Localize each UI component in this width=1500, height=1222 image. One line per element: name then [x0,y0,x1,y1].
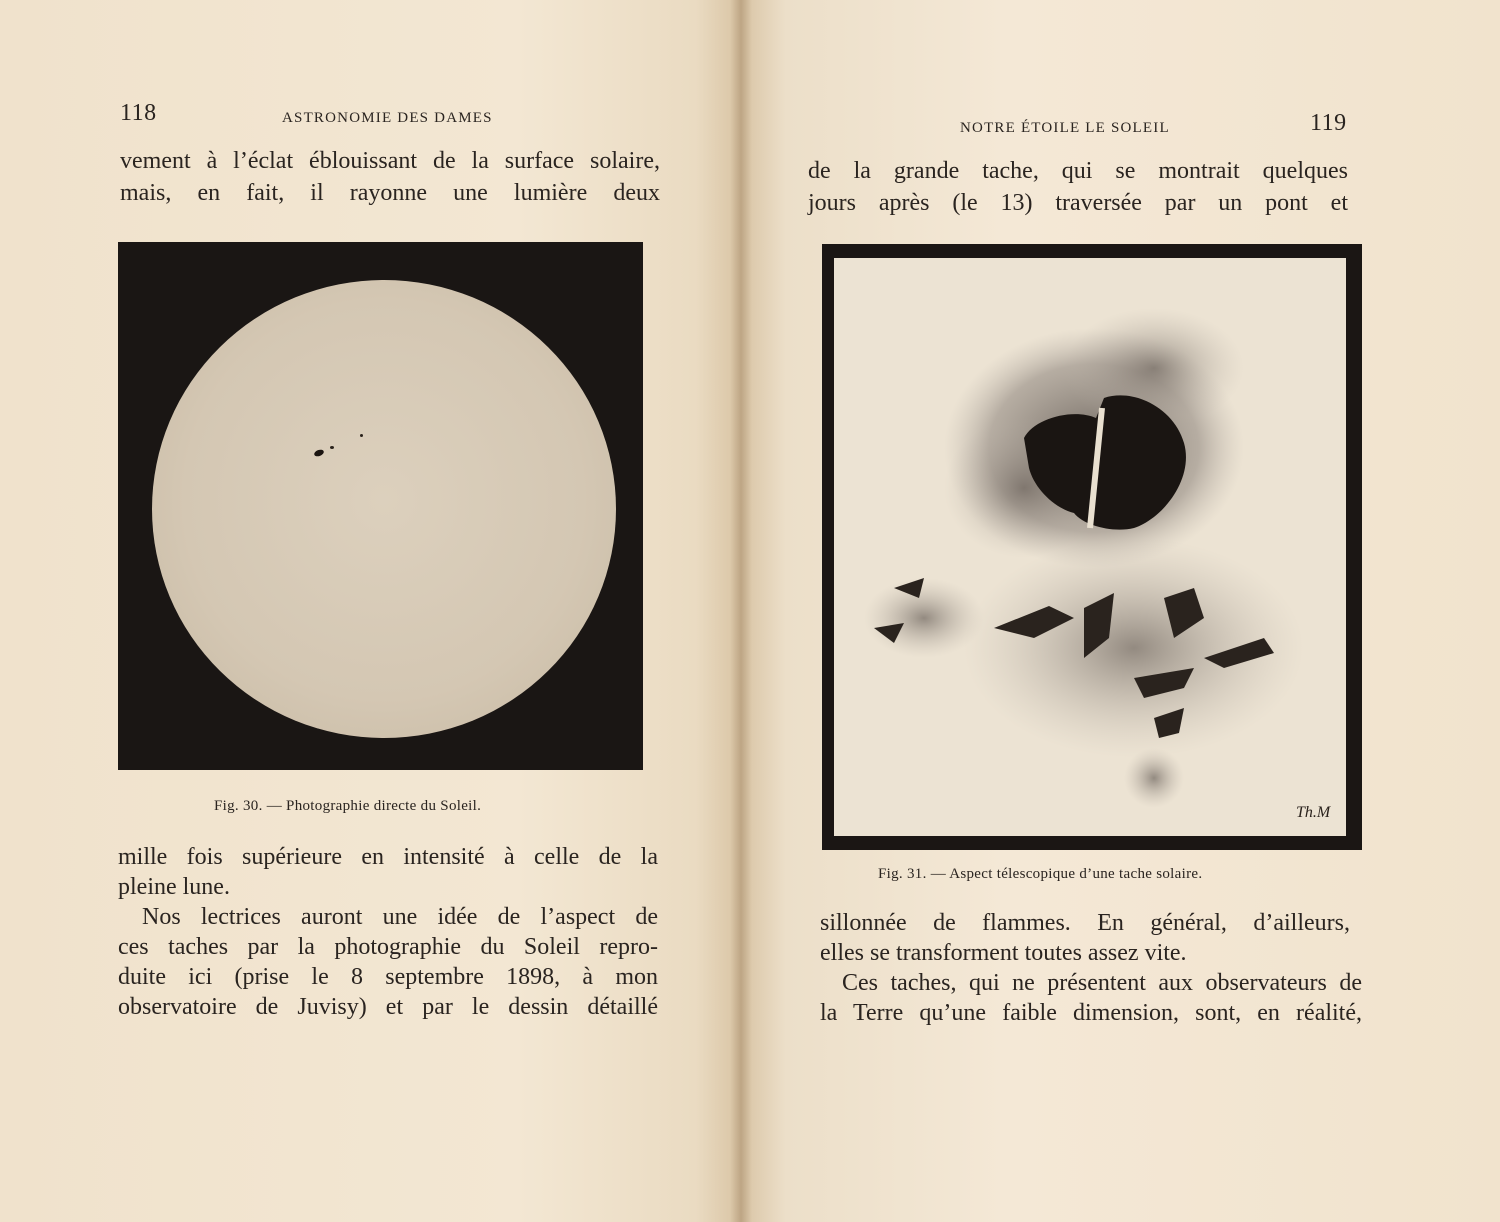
page-number-left: 118 [120,100,157,126]
sunspot [360,434,363,437]
text-line: Nos lectrices auront une idée de l’aspect de [142,904,658,930]
text-line: sillonnée de flammes. En général, d’ailleurs, [820,910,1350,936]
figure-caption-30: Fig. 30. — Photographie directe du Soleil. [214,798,482,814]
text-line: vement à l’éclat éblouissant de la surface solaire, [120,148,660,174]
text-line: jours après (le 13) traversée par un pont et [808,190,1348,216]
text-line: ces taches par la photographie du Soleil repro- [118,934,658,960]
sunspot-drawing-svg [834,258,1346,836]
text-line: elles se transforment toutes assez vite. [820,940,1187,966]
text-line: mais, en fait, il rayonne une lumière deux [120,180,660,206]
text-line: observatoire de Juvisy) et par le dessin détaillé [118,994,658,1020]
figure-sun-photograph [118,242,643,770]
book-gutter [730,0,752,1222]
text-line: la Terre qu’une faible dimension, sont, en réalité, [820,1000,1362,1026]
running-head-right: NOTRE ÉTOILE LE SOLEIL [960,120,1170,136]
running-head-left: ASTRONOMIE DES DAMES [282,110,493,126]
page-number-right: 119 [1310,110,1347,136]
figure-caption-31: Fig. 31. — Aspect télescopique d’une tache solaire. [878,866,1203,882]
text-line: mille fois supérieure en intensité à celle de la [118,844,658,870]
left-page [0,0,740,1222]
sunspot [313,448,324,457]
figure-sunspot-drawing [822,244,1362,850]
penumbra [1124,748,1184,808]
artist-signature: Th.M [1296,804,1331,821]
sunspot-drawing-canvas [834,258,1346,836]
text-line: de la grande tache, qui se montrait quelques [808,158,1348,184]
sun-disc [152,280,616,738]
text-line: Ces taches, qui ne présentent aux observateurs de [842,970,1362,996]
text-line: pleine lune. [118,874,230,900]
text-line: duite ici (prise le 8 septembre 1898, à mon [118,964,658,990]
sunspot [330,446,334,449]
